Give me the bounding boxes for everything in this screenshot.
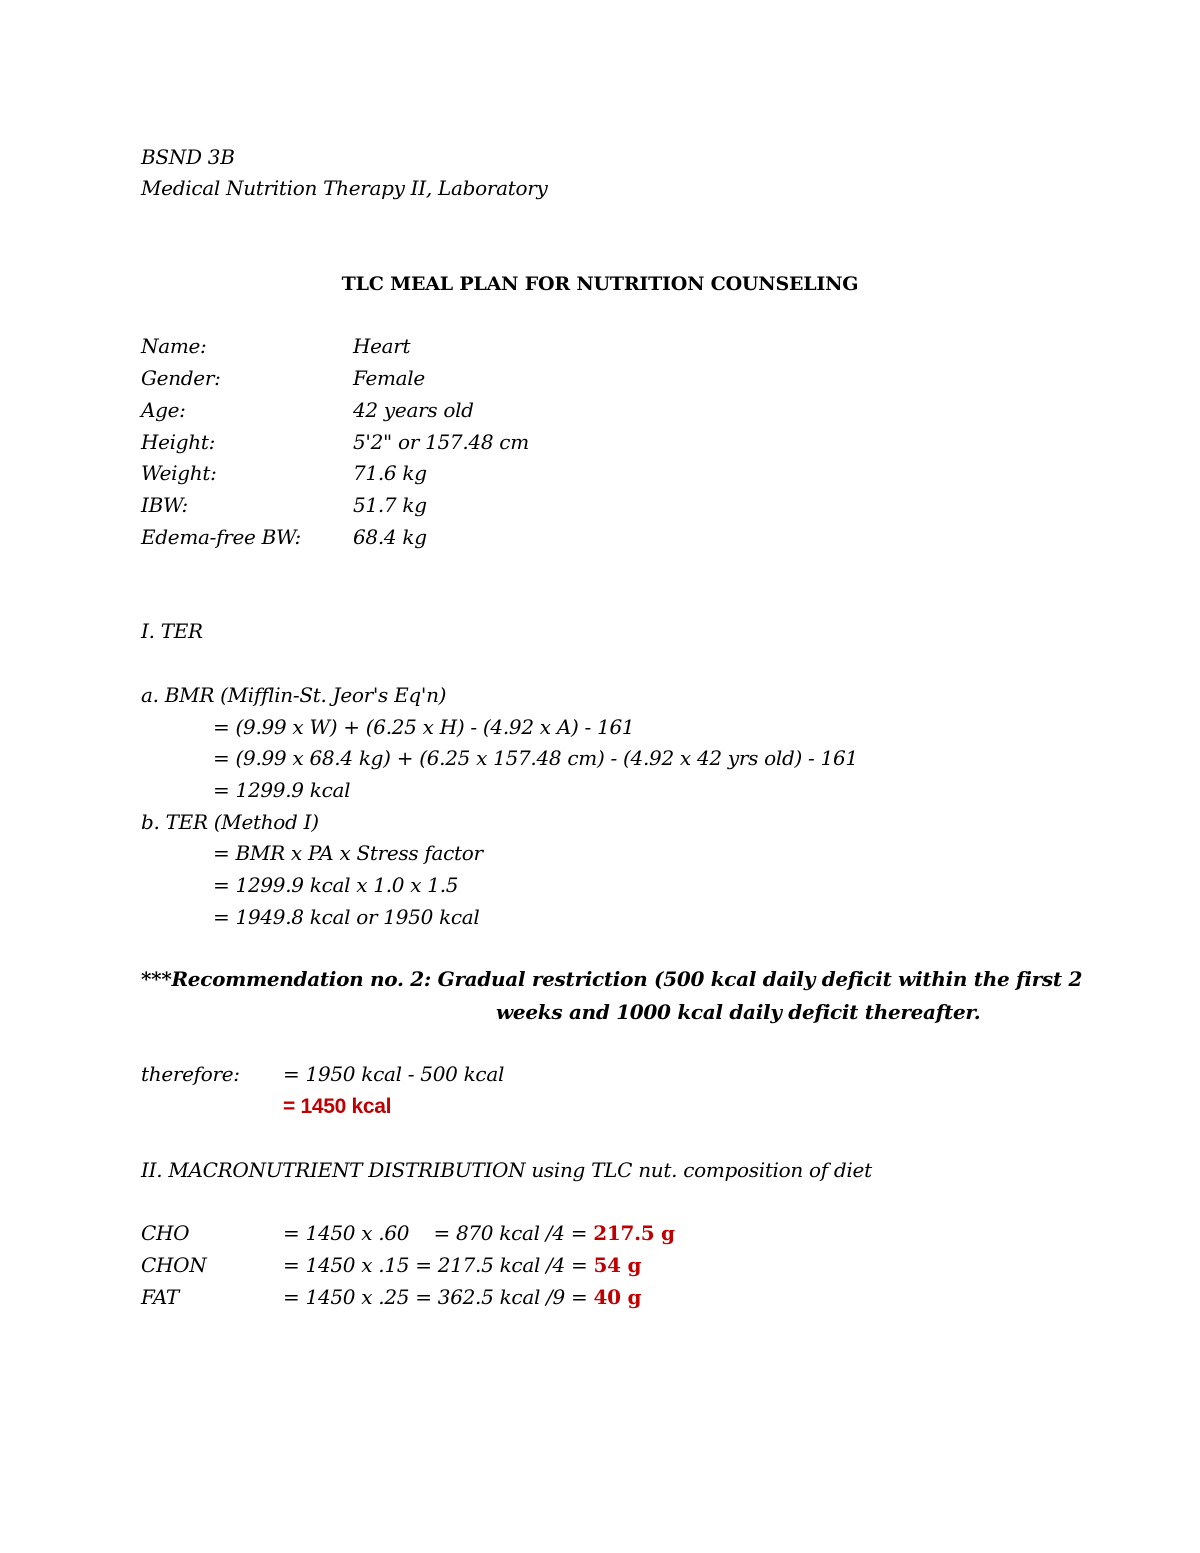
macro-label-fat: FAT <box>141 1285 179 1309</box>
macro-formula-chon: = 1450 x .15 = 217.5 kcal /4 = <box>283 1253 594 1277</box>
patient-label-gender: Gender: <box>141 366 221 390</box>
ter-formula: = BMR x PA x Stress factor <box>213 841 483 865</box>
course-name: Medical Nutrition Therapy II, Laboratory <box>141 176 548 200</box>
bmr-result: = 1299.9 kcal <box>213 778 351 802</box>
patient-label-edema-free-bw: Edema-free BW: <box>141 525 301 549</box>
macro-row-fat <box>283 1285 641 1309</box>
ter-heading: I. TER <box>141 619 203 643</box>
section-code: BSND 3B <box>141 145 235 169</box>
macro-formula-fat: = 1450 x .25 = 362.5 kcal /9 = <box>283 1285 594 1309</box>
bmr-substitution: = (9.99 x 68.4 kg) + (6.25 x 157.48 cm) - (4.92 x 42 yrs old) - 161 <box>213 746 858 770</box>
macro-result-cho: 217.5 g <box>593 1221 675 1245</box>
patient-label-height: Height: <box>141 430 216 454</box>
patient-value-edema-free-bw: 68.4 kg <box>353 525 427 549</box>
ter-result: = 1949.8 kcal or 1950 kcal <box>213 905 480 929</box>
macro-result-chon: 54 g <box>593 1253 642 1277</box>
patient-label-weight: Weight: <box>141 461 217 485</box>
patient-label-name: Name: <box>141 334 207 358</box>
ter-substitution: = 1299.9 kcal x 1.0 x 1.5 <box>213 873 459 897</box>
patient-label-ibw: IBW: <box>141 493 188 517</box>
macro-row-cho <box>283 1221 675 1245</box>
patient-value-height: 5'2" or 157.48 cm <box>353 430 529 454</box>
macro-label-chon: CHON <box>141 1253 207 1277</box>
macro-heading: II. MACRONUTRIENT DISTRIBUTION using TLC nut. composition of diet <box>141 1158 872 1182</box>
patient-value-ibw: 51.7 kg <box>353 493 427 517</box>
patient-value-gender: Female <box>353 366 425 390</box>
patient-label-age: Age: <box>141 398 186 422</box>
bmr-formula: = (9.99 x W) + (6.25 x H) - (4.92 x A) - 161 <box>213 715 635 739</box>
therefore-label: therefore: <box>141 1062 240 1086</box>
recommendation-line-2: weeks and 1000 kcal daily deficit thereafter. <box>496 1000 981 1024</box>
therefore-equation: = 1950 kcal - 500 kcal <box>283 1062 505 1086</box>
document-title: TLC MEAL PLAN FOR NUTRITION COUNSELING <box>341 273 859 295</box>
macro-label-cho: CHO <box>141 1221 190 1245</box>
macro-formula-cho: = 1450 x .60 = 870 kcal /4 = <box>283 1221 594 1245</box>
patient-value-age: 42 years old <box>353 398 474 422</box>
ter-method-heading: b. TER (Method I) <box>141 810 319 834</box>
recommendation-line-1: ***Recommendation no. 2: Gradual restriction (500 kcal daily deficit within the first 2 <box>141 967 1083 991</box>
patient-value-name: Heart <box>353 334 411 358</box>
therefore-result: = 1450 kcal <box>283 1095 392 1118</box>
macro-result-fat: 40 g <box>593 1285 642 1309</box>
bmr-heading: a. BMR (Mifflin-St. Jeor's Eq'n) <box>141 683 447 707</box>
macro-row-chon <box>283 1253 641 1277</box>
patient-value-weight: 71.6 kg <box>353 461 427 485</box>
